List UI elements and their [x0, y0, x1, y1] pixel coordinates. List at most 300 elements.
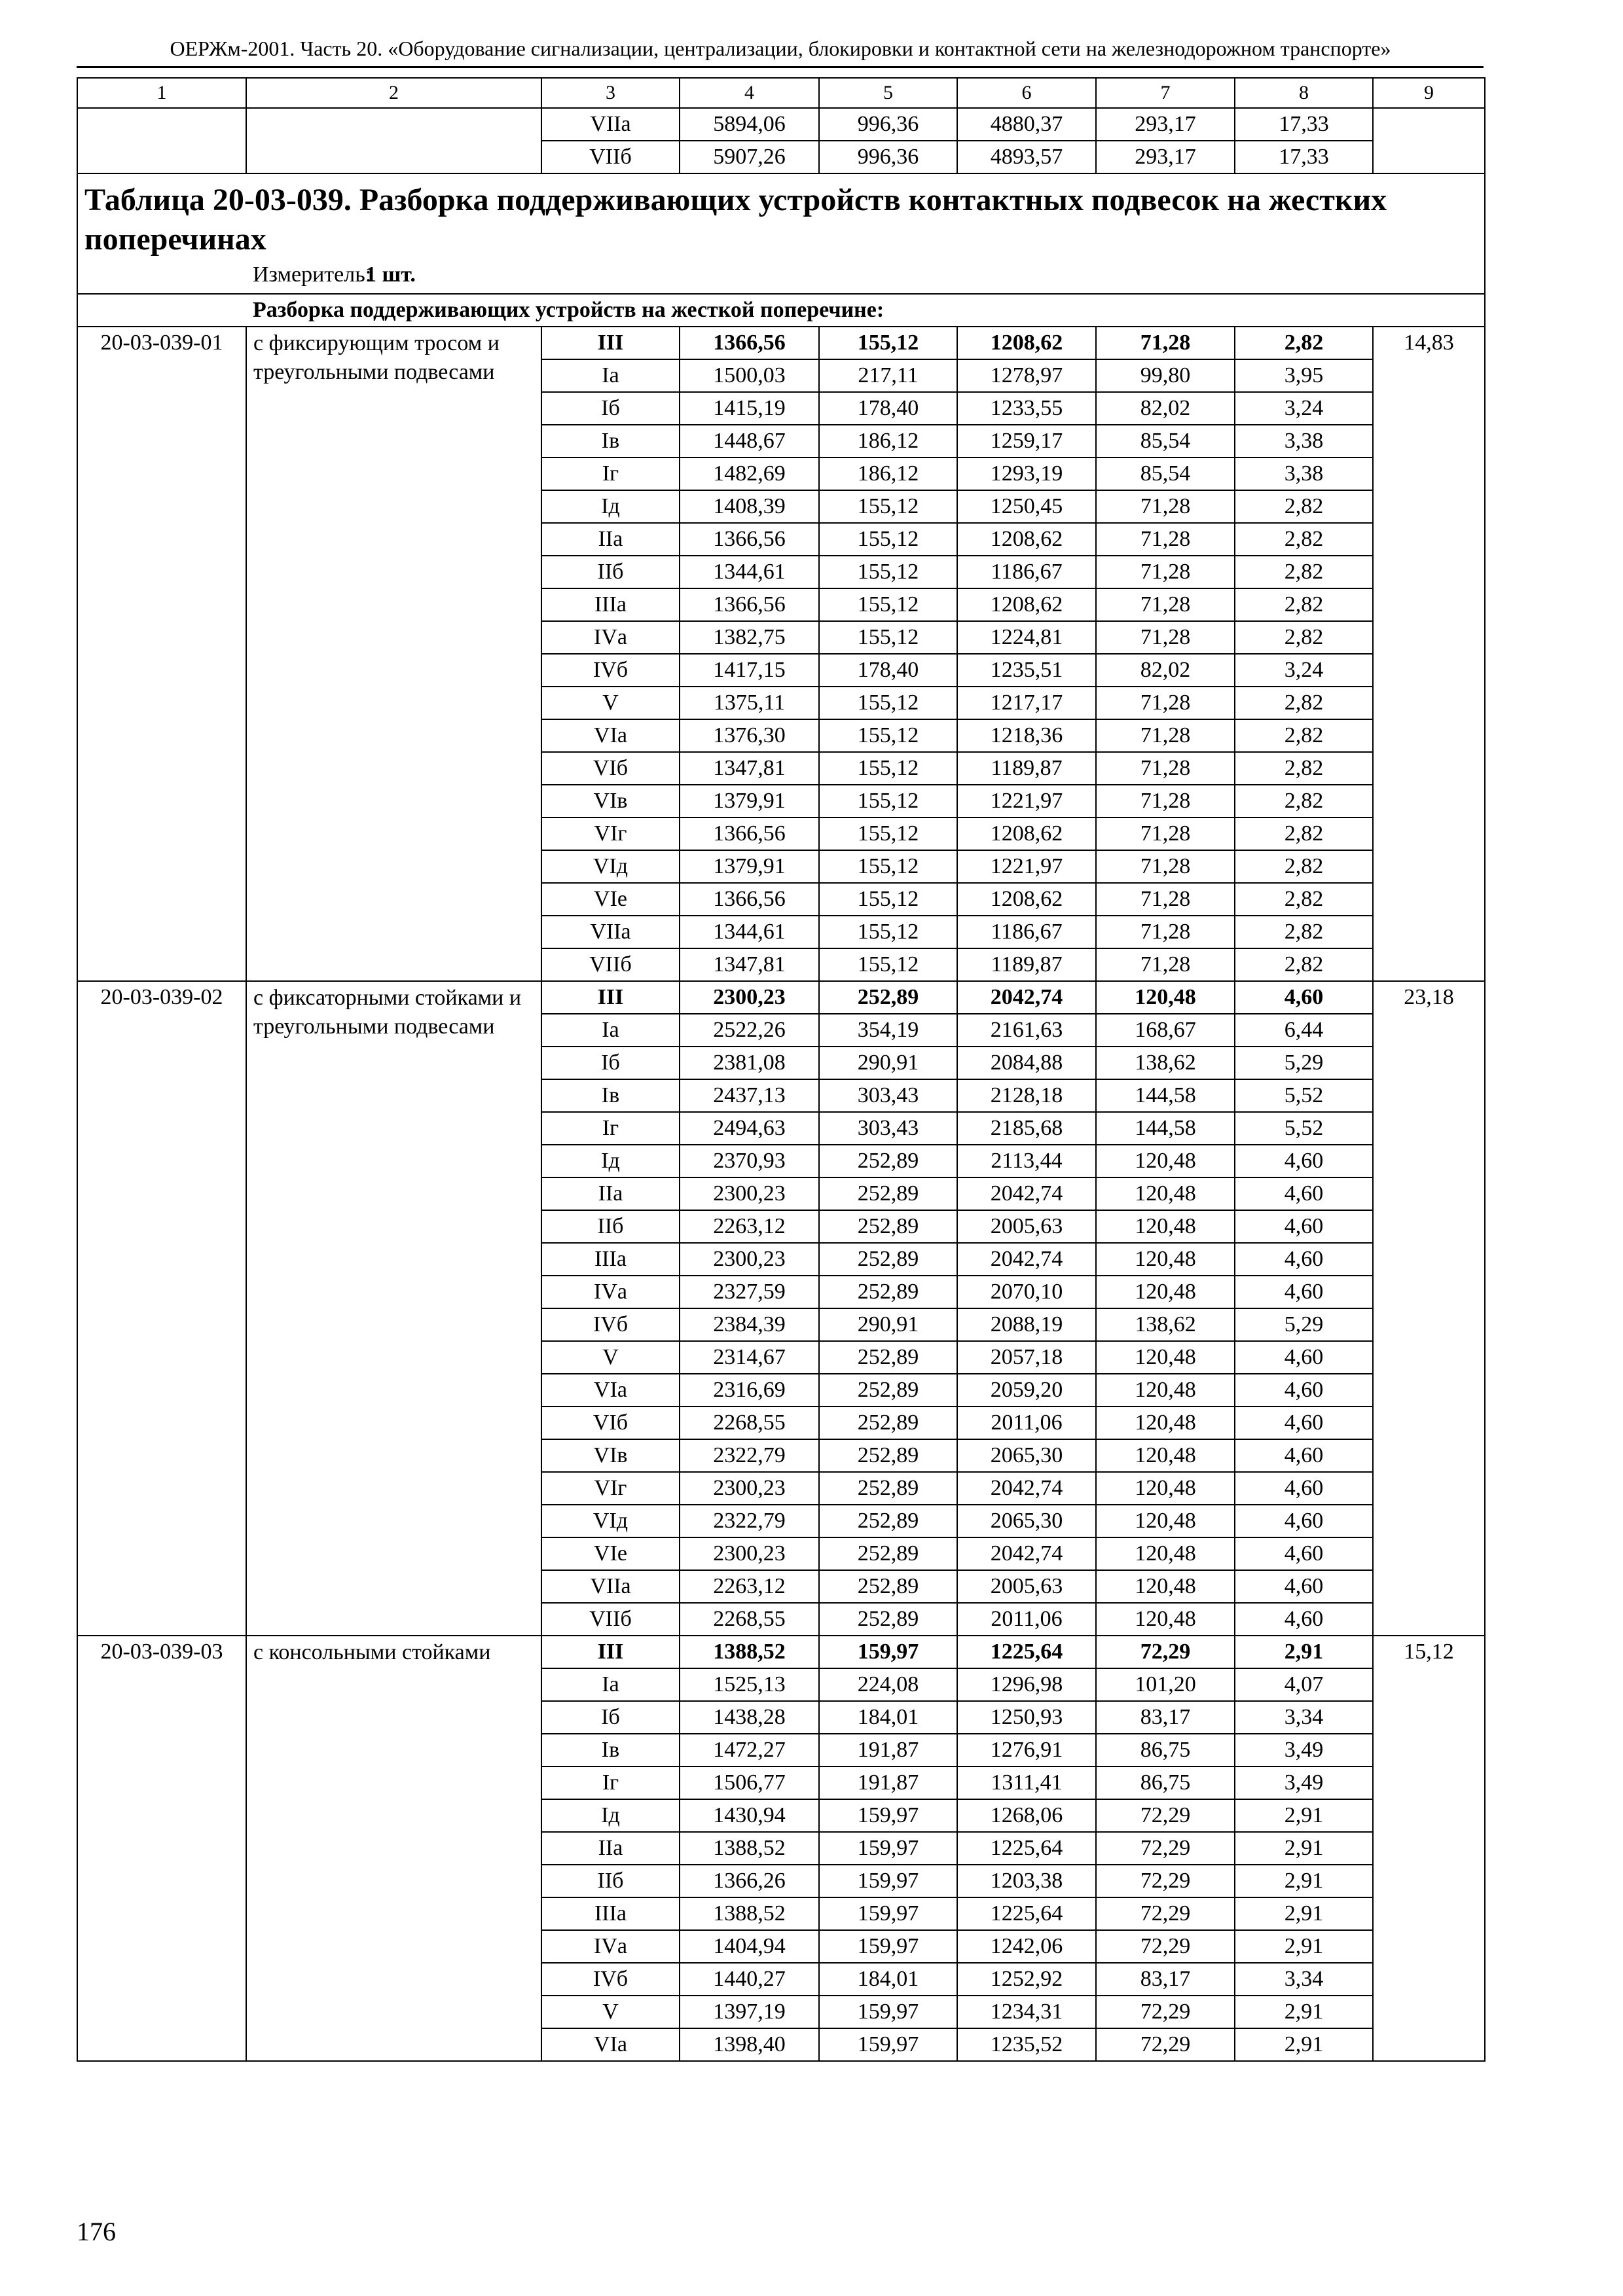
zone-cell: VIд [541, 1505, 680, 1537]
empty-cell [246, 108, 541, 173]
table-title-cell [77, 173, 1485, 294]
value-cell: 1500,03 [680, 359, 819, 392]
value-cell: 72,29 [1096, 2028, 1235, 2061]
value-cell: 1203,38 [957, 1865, 1096, 1897]
value-cell: 2263,12 [680, 1570, 819, 1603]
column-number: 6 [957, 78, 1096, 108]
value-cell: 4893,57 [957, 141, 1096, 173]
value-cell: 1344,61 [680, 916, 819, 948]
zone-cell: Iг [541, 1767, 680, 1799]
value-cell: 1221,97 [957, 785, 1096, 817]
zone-cell: VIIа [541, 1570, 680, 1603]
value-cell: 1233,55 [957, 392, 1096, 425]
zone-cell: Iв [541, 425, 680, 457]
value-cell: 120,48 [1096, 1177, 1235, 1210]
value-cell: 3,49 [1235, 1734, 1373, 1767]
value-cell: 71,28 [1096, 817, 1235, 850]
value-cell: 155,12 [819, 817, 957, 850]
value-cell: 72,29 [1096, 1799, 1235, 1832]
value-cell: 71,28 [1096, 752, 1235, 785]
zone-cell: VIв [541, 1439, 680, 1472]
labor-cost: 23,18 [1373, 981, 1485, 1636]
value-cell: 293,17 [1096, 141, 1235, 173]
rate-description: с фиксаторными стойками и треугольными подвесами [246, 981, 541, 1636]
zone-cell: III [541, 981, 680, 1014]
value-cell: 2065,30 [957, 1439, 1096, 1472]
value-cell: 155,12 [819, 523, 957, 556]
value-cell: 1440,27 [680, 1963, 819, 1996]
value-cell: 5,29 [1235, 1308, 1373, 1341]
value-cell: 2,82 [1235, 719, 1373, 752]
empty-cell [77, 108, 246, 173]
value-cell: 1217,17 [957, 687, 1096, 719]
zone-cell: V [541, 1996, 680, 2028]
value-cell: 3,95 [1235, 359, 1373, 392]
table-row [77, 1636, 1485, 1668]
zone-cell: IVб [541, 1963, 680, 1996]
zone-cell: VIIа [541, 916, 680, 948]
value-cell: 1268,06 [957, 1799, 1096, 1832]
value-cell: 72,29 [1096, 1996, 1235, 2028]
value-cell: 120,48 [1096, 1145, 1235, 1177]
value-cell: 1472,27 [680, 1734, 819, 1767]
zone-cell: IVб [541, 654, 680, 687]
value-cell: 155,12 [819, 850, 957, 883]
column-number: 7 [1096, 78, 1235, 108]
value-cell: 2113,44 [957, 1145, 1096, 1177]
value-cell: 1276,91 [957, 1734, 1096, 1767]
value-cell: 2042,74 [957, 1177, 1096, 1210]
value-cell: 1448,67 [680, 425, 819, 457]
value-cell: 155,12 [819, 556, 957, 588]
zone-cell: VIг [541, 817, 680, 850]
zone-cell: IVа [541, 1930, 680, 1963]
zone-cell: VIа [541, 1374, 680, 1407]
value-cell: 303,43 [819, 1112, 957, 1145]
value-cell: 5907,26 [680, 141, 819, 173]
value-cell: 2128,18 [957, 1079, 1096, 1112]
zone-cell: V [541, 1341, 680, 1374]
value-cell: 71,28 [1096, 327, 1235, 359]
value-cell: 2300,23 [680, 981, 819, 1014]
zone-cell: IVб [541, 1308, 680, 1341]
value-cell: 3,34 [1235, 1701, 1373, 1734]
value-cell: 2316,69 [680, 1374, 819, 1407]
value-cell: 1218,36 [957, 719, 1096, 752]
value-cell: 3,24 [1235, 654, 1373, 687]
value-cell: 2070,10 [957, 1276, 1096, 1308]
value-cell: 71,28 [1096, 523, 1235, 556]
value-cell: 85,54 [1096, 425, 1235, 457]
value-cell: 303,43 [819, 1079, 957, 1112]
zone-cell: VIIб [541, 948, 680, 981]
value-cell: 2384,39 [680, 1308, 819, 1341]
value-cell: 290,91 [819, 1047, 957, 1079]
value-cell: 1278,97 [957, 359, 1096, 392]
value-cell: 120,48 [1096, 1243, 1235, 1276]
zone-cell: Iб [541, 392, 680, 425]
value-cell: 155,12 [819, 752, 957, 785]
value-cell: 1208,62 [957, 523, 1096, 556]
value-cell: 138,62 [1096, 1047, 1235, 1079]
value-cell: 2059,20 [957, 1374, 1096, 1407]
value-cell: 2,91 [1235, 2028, 1373, 2061]
value-cell: 1366,56 [680, 588, 819, 621]
value-cell: 71,28 [1096, 588, 1235, 621]
column-number: 8 [1235, 78, 1373, 108]
value-cell: 2314,67 [680, 1341, 819, 1374]
value-cell: 120,48 [1096, 1603, 1235, 1636]
zone-cell: IIб [541, 1210, 680, 1243]
value-cell: 2,82 [1235, 687, 1373, 719]
value-cell: 1506,77 [680, 1767, 819, 1799]
zone-cell: VIе [541, 1537, 680, 1570]
column-number: 4 [680, 78, 819, 108]
value-cell: 293,17 [1096, 108, 1235, 141]
value-cell: 2,91 [1235, 1897, 1373, 1930]
value-cell: 138,62 [1096, 1308, 1235, 1341]
value-cell: 159,97 [819, 1996, 957, 2028]
value-cell: 155,12 [819, 327, 957, 359]
value-cell: 1225,64 [957, 1636, 1096, 1668]
measure-label: Измеритель: [253, 262, 372, 287]
value-cell: 155,12 [819, 490, 957, 523]
value-cell: 83,17 [1096, 1963, 1235, 1996]
value-cell: 1408,39 [680, 490, 819, 523]
value-cell: 144,58 [1096, 1112, 1235, 1145]
value-cell: 4,07 [1235, 1668, 1373, 1701]
value-cell: 252,89 [819, 1243, 957, 1276]
zone-cell: Iд [541, 1145, 680, 1177]
value-cell: 1296,98 [957, 1668, 1096, 1701]
value-cell: 252,89 [819, 1341, 957, 1374]
value-cell: 159,97 [819, 2028, 957, 2061]
value-cell: 186,12 [819, 457, 957, 490]
zone-cell: IIа [541, 1832, 680, 1865]
table-row [77, 327, 1485, 359]
value-cell: 71,28 [1096, 490, 1235, 523]
value-cell: 72,29 [1096, 1832, 1235, 1865]
zone-cell: VIа [541, 719, 680, 752]
value-cell: 2,82 [1235, 883, 1373, 916]
value-cell: 71,28 [1096, 850, 1235, 883]
value-cell: 252,89 [819, 1472, 957, 1505]
zone-cell: Iа [541, 359, 680, 392]
value-cell: 252,89 [819, 981, 957, 1014]
zone-cell: Iа [541, 1668, 680, 1701]
value-cell: 2437,13 [680, 1079, 819, 1112]
value-cell: 2084,88 [957, 1047, 1096, 1079]
value-cell: 71,28 [1096, 883, 1235, 916]
value-cell: 290,91 [819, 1308, 957, 1341]
value-cell: 1250,93 [957, 1701, 1096, 1734]
value-cell: 184,01 [819, 1963, 957, 1996]
rate-code: 20-03-039-01 [77, 327, 246, 981]
value-cell: 72,29 [1096, 1897, 1235, 1930]
value-cell: 1417,15 [680, 654, 819, 687]
value-cell: 2,91 [1235, 1636, 1373, 1668]
value-cell: 4,60 [1235, 1439, 1373, 1472]
value-cell: 86,75 [1096, 1734, 1235, 1767]
value-cell: 2,82 [1235, 850, 1373, 883]
value-cell: 1250,45 [957, 490, 1096, 523]
value-cell: 72,29 [1096, 1636, 1235, 1668]
value-cell: 252,89 [819, 1603, 957, 1636]
value-cell: 17,33 [1235, 108, 1373, 141]
value-cell: 1430,94 [680, 1799, 819, 1832]
column-number: 3 [541, 78, 680, 108]
value-cell: 82,02 [1096, 654, 1235, 687]
value-cell: 2,91 [1235, 1832, 1373, 1865]
value-cell: 1376,30 [680, 719, 819, 752]
value-cell: 4,60 [1235, 1276, 1373, 1308]
value-cell: 1225,64 [957, 1832, 1096, 1865]
value-cell: 184,01 [819, 1701, 957, 1734]
running-header: ОЕРЖм-2001. Часть 20. «Оборудование сигнализации, централизации, блокировки и контактной сети на железнодорожном транспорте» [170, 37, 1391, 60]
value-cell: 996,36 [819, 108, 957, 141]
table-title-row [77, 173, 1485, 294]
value-cell: 120,48 [1096, 981, 1235, 1014]
zone-cell: Iб [541, 1701, 680, 1734]
value-cell: 2042,74 [957, 981, 1096, 1014]
value-cell: 120,48 [1096, 1374, 1235, 1407]
value-cell: 1252,92 [957, 1963, 1096, 1996]
value-cell: 1379,91 [680, 785, 819, 817]
zone-cell: VIд [541, 850, 680, 883]
value-cell: 120,48 [1096, 1570, 1235, 1603]
value-cell: 71,28 [1096, 948, 1235, 981]
table-body [77, 78, 1485, 2061]
value-cell: 71,28 [1096, 916, 1235, 948]
page-number: 176 [77, 2217, 116, 2246]
zone-cell: IVа [541, 621, 680, 654]
value-cell: 1311,41 [957, 1767, 1096, 1799]
value-cell: 1482,69 [680, 457, 819, 490]
zone-cell: Iб [541, 1047, 680, 1079]
value-cell: 4,60 [1235, 1341, 1373, 1374]
column-number: 1 [77, 78, 246, 108]
zone-cell: IIа [541, 523, 680, 556]
value-cell: 1382,75 [680, 621, 819, 654]
value-cell: 2088,19 [957, 1308, 1096, 1341]
value-cell: 1366,56 [680, 883, 819, 916]
value-cell: 2,91 [1235, 1930, 1373, 1963]
value-cell: 1208,62 [957, 817, 1096, 850]
zone-cell: VIг [541, 1472, 680, 1505]
value-cell: 2042,74 [957, 1243, 1096, 1276]
value-cell: 17,33 [1235, 141, 1373, 173]
rate-description: с консольными стойками [246, 1636, 541, 2061]
value-cell: 2,82 [1235, 948, 1373, 981]
value-cell: 4,60 [1235, 1505, 1373, 1537]
value-cell: 1225,64 [957, 1897, 1096, 1930]
value-cell: 1388,52 [680, 1897, 819, 1930]
value-cell: 120,48 [1096, 1407, 1235, 1439]
value-cell: 3,38 [1235, 457, 1373, 490]
value-cell: 1366,56 [680, 523, 819, 556]
value-cell: 155,12 [819, 916, 957, 948]
value-cell: 2,82 [1235, 556, 1373, 588]
value-cell: 72,29 [1096, 1930, 1235, 1963]
value-cell: 1438,28 [680, 1701, 819, 1734]
value-cell: 1234,31 [957, 1996, 1096, 2028]
zone-cell: VIв [541, 785, 680, 817]
zone-cell: VIIа [541, 108, 680, 141]
zone-cell: VIе [541, 883, 680, 916]
value-cell: 2057,18 [957, 1341, 1096, 1374]
value-cell: 155,12 [819, 621, 957, 654]
value-cell: 1388,52 [680, 1832, 819, 1865]
value-cell: 178,40 [819, 392, 957, 425]
rate-description: с фиксирующим тросом и треугольными подвесами [246, 327, 541, 981]
value-cell: 2263,12 [680, 1210, 819, 1243]
zone-cell: Iв [541, 1734, 680, 1767]
value-cell: 83,17 [1096, 1701, 1235, 1734]
value-cell: 4,60 [1235, 1210, 1373, 1243]
value-cell: 120,48 [1096, 1505, 1235, 1537]
value-cell: 5,52 [1235, 1079, 1373, 1112]
value-cell: 252,89 [819, 1145, 957, 1177]
value-cell: 1189,87 [957, 752, 1096, 785]
value-cell: 82,02 [1096, 392, 1235, 425]
continuation-row [77, 108, 1485, 141]
value-cell: 71,28 [1096, 785, 1235, 817]
value-cell: 1525,13 [680, 1668, 819, 1701]
value-cell: 3,34 [1235, 1963, 1373, 1996]
value-cell: 2065,30 [957, 1505, 1096, 1537]
value-cell: 2005,63 [957, 1570, 1096, 1603]
rate-table [77, 77, 1486, 2062]
value-cell: 168,67 [1096, 1014, 1235, 1047]
value-cell: 2300,23 [680, 1243, 819, 1276]
value-cell: 4,60 [1235, 1145, 1373, 1177]
value-cell: 252,89 [819, 1374, 957, 1407]
value-cell: 1235,52 [957, 2028, 1096, 2061]
value-cell: 3,24 [1235, 392, 1373, 425]
value-cell: 252,89 [819, 1407, 957, 1439]
value-cell: 252,89 [819, 1570, 957, 1603]
section-heading: Разборка поддерживающих устройств на жесткой поперечине: [77, 294, 1485, 327]
value-cell: 2370,93 [680, 1145, 819, 1177]
zone-cell: VIб [541, 752, 680, 785]
zone-cell: III [541, 1636, 680, 1668]
value-cell: 178,40 [819, 654, 957, 687]
value-cell: 2300,23 [680, 1537, 819, 1570]
value-cell: 2322,79 [680, 1439, 819, 1472]
value-cell: 2,82 [1235, 523, 1373, 556]
value-cell: 2042,74 [957, 1472, 1096, 1505]
zone-cell: IIб [541, 556, 680, 588]
value-cell: 2300,23 [680, 1177, 819, 1210]
value-cell: 2,82 [1235, 588, 1373, 621]
value-cell: 5894,06 [680, 108, 819, 141]
value-cell: 155,12 [819, 719, 957, 752]
value-cell: 159,97 [819, 1636, 957, 1668]
value-cell: 2161,63 [957, 1014, 1096, 1047]
value-cell: 86,75 [1096, 1767, 1235, 1799]
value-cell: 2381,08 [680, 1047, 819, 1079]
measure-line [84, 262, 1476, 288]
value-cell: 2,82 [1235, 916, 1373, 948]
value-cell: 1388,52 [680, 1636, 819, 1668]
value-cell: 85,54 [1096, 457, 1235, 490]
value-cell: 1208,62 [957, 588, 1096, 621]
value-cell: 159,97 [819, 1897, 957, 1930]
value-cell: 71,28 [1096, 719, 1235, 752]
value-cell: 4,60 [1235, 1603, 1373, 1636]
value-cell: 5,52 [1235, 1112, 1373, 1145]
value-cell: 2011,06 [957, 1603, 1096, 1636]
column-number: 9 [1373, 78, 1485, 108]
value-cell: 217,11 [819, 359, 957, 392]
value-cell: 6,44 [1235, 1014, 1373, 1047]
value-cell: 2268,55 [680, 1603, 819, 1636]
value-cell: 252,89 [819, 1505, 957, 1537]
zone-cell: IIIа [541, 1897, 680, 1930]
zone-cell: IIа [541, 1177, 680, 1210]
value-cell: 191,87 [819, 1734, 957, 1767]
value-cell: 1344,61 [680, 556, 819, 588]
zone-cell: Iг [541, 457, 680, 490]
value-cell: 120,48 [1096, 1472, 1235, 1505]
value-cell: 4,60 [1235, 1570, 1373, 1603]
zone-cell: IIIа [541, 588, 680, 621]
value-cell: 71,28 [1096, 621, 1235, 654]
column-number-row [77, 78, 1485, 108]
zone-cell: IVа [541, 1276, 680, 1308]
value-cell: 4,60 [1235, 1472, 1373, 1505]
value-cell: 1224,81 [957, 621, 1096, 654]
value-cell: 354,19 [819, 1014, 957, 1047]
value-cell: 1186,67 [957, 916, 1096, 948]
value-cell: 1235,51 [957, 654, 1096, 687]
value-cell: 2,82 [1235, 490, 1373, 523]
value-cell: 155,12 [819, 588, 957, 621]
value-cell: 1375,11 [680, 687, 819, 719]
value-cell: 2327,59 [680, 1276, 819, 1308]
value-cell: 252,89 [819, 1177, 957, 1210]
zone-cell: Iд [541, 1799, 680, 1832]
value-cell: 120,48 [1096, 1537, 1235, 1570]
value-cell: 71,28 [1096, 556, 1235, 588]
zone-cell: Iа [541, 1014, 680, 1047]
table-title: Таблица 20-03-039. Разборка поддерживающих устройств контактных подвесок на жестких поперечинах [84, 183, 1387, 257]
value-cell: 1366,26 [680, 1865, 819, 1897]
value-cell: 2,82 [1235, 621, 1373, 654]
value-cell: 1398,40 [680, 2028, 819, 2061]
value-cell: 120,48 [1096, 1210, 1235, 1243]
measure-value: 1 шт. [365, 262, 416, 287]
value-cell: 2,82 [1235, 817, 1373, 850]
value-cell: 155,12 [819, 883, 957, 916]
zone-cell: IIIа [541, 1243, 680, 1276]
value-cell: 1347,81 [680, 948, 819, 981]
value-cell: 1293,19 [957, 457, 1096, 490]
value-cell: 2522,26 [680, 1014, 819, 1047]
value-cell: 2011,06 [957, 1407, 1096, 1439]
value-cell: 159,97 [819, 1930, 957, 1963]
value-cell: 2042,74 [957, 1537, 1096, 1570]
value-cell: 1379,91 [680, 850, 819, 883]
value-cell: 1347,81 [680, 752, 819, 785]
value-cell: 1404,94 [680, 1930, 819, 1963]
value-cell: 996,36 [819, 141, 957, 173]
value-cell: 2300,23 [680, 1472, 819, 1505]
value-cell: 144,58 [1096, 1079, 1235, 1112]
value-cell: 99,80 [1096, 359, 1235, 392]
value-cell: 101,20 [1096, 1668, 1235, 1701]
value-cell: 1259,17 [957, 425, 1096, 457]
